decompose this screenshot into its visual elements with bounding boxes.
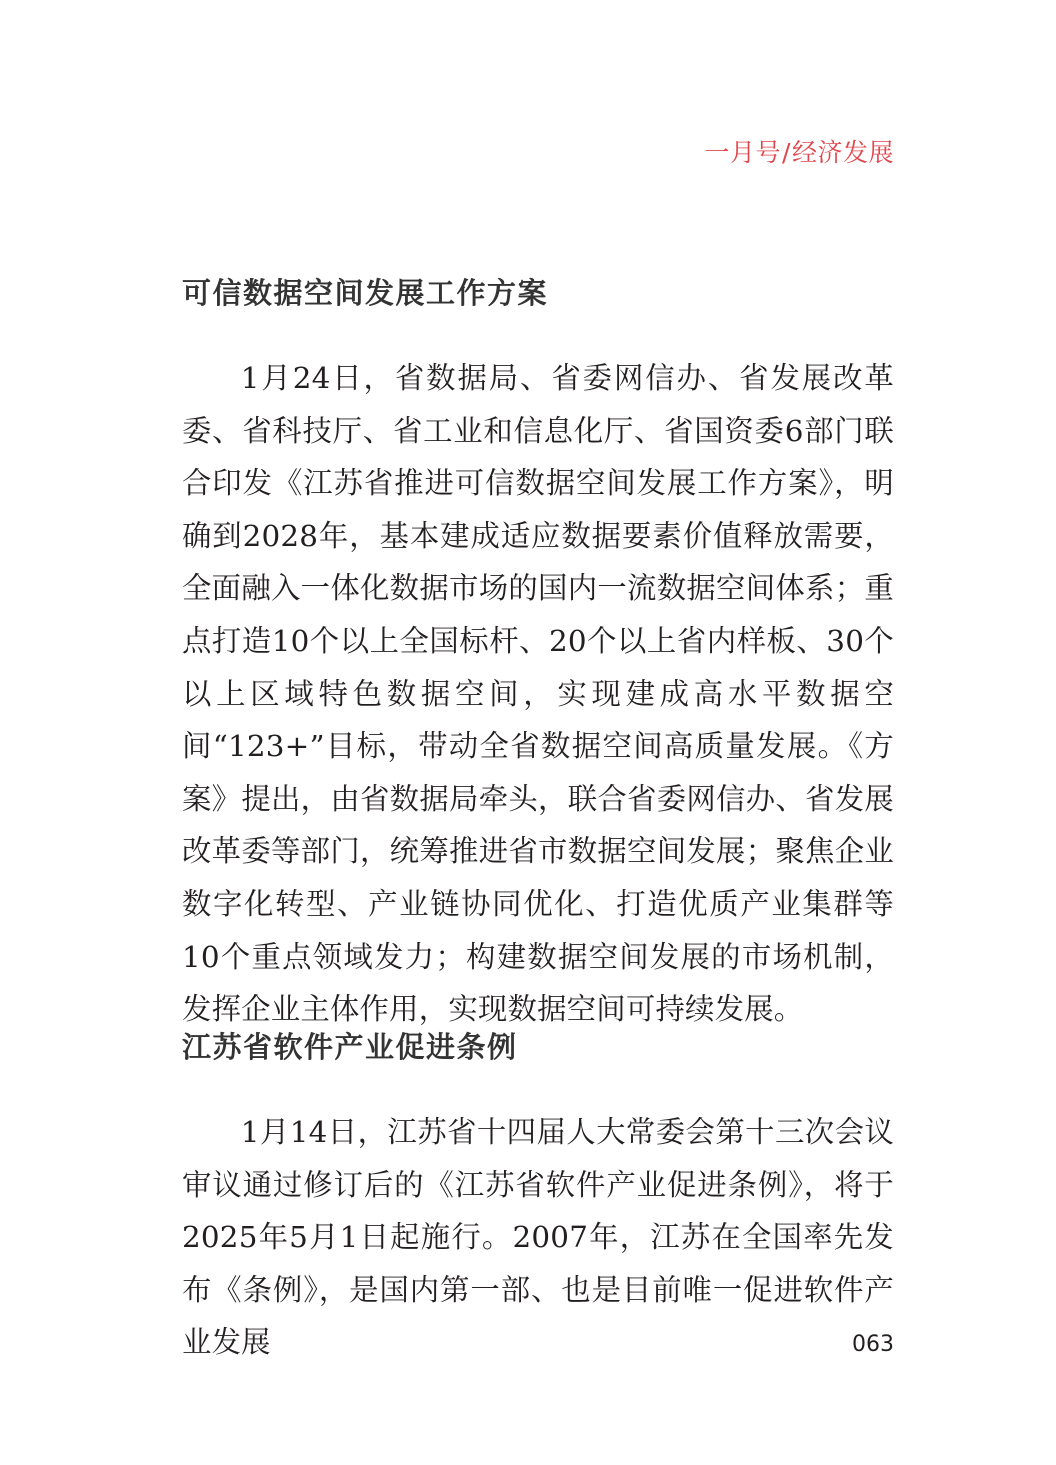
section-title: 可信数据空间发展工作方案 (182, 276, 549, 310)
section-body: 1月14日，江苏省十四届人大常委会第十三次会议审议通过修订后的《江苏省软件产业促进条例》，将于2025年5月1日起施行。2007年，江苏在全国率先发布《条例》，是国内第一部、也是目前唯一促进软件产业发展 (182, 1115, 894, 1360)
page-number: 063 (852, 1332, 894, 1357)
section-trusted-data-space (182, 271, 894, 1036)
section-body: 1月24日，省数据局、省委网信办、省发展改革委、省科技厅、省工业和信息化厅、省国资委6部门联合印发《江苏省推进可信数据空间发展工作方案》，明确到2028年，基本建成适应数据要素价值释放需要，全面融入一体化数据市场的国内一流数据空间体系；重点打造10个以上全国标杆、20个以上省内样板、30个以上区域特色数据空间，实现建成高水平数据空间“123+”目标，带动全省数据空间高质量发展。《方案》提出，由省数据局牵头，联合省委网信办、省发展改革委等部门，统筹推进省市数据空间发展；聚焦企业数字化转型、产业链协同优化、打造优质产业集群等10个重点领域发力；构建数据空间发展的市场机制，发挥企业主体作用，实现数据空间可持续发展。 (182, 361, 894, 1027)
column-label: 经济发展 (791, 138, 894, 167)
section-title: 江苏省软件产业促进条例 (182, 1030, 518, 1064)
running-header (705, 133, 894, 169)
issue-label: 一月号 (704, 138, 782, 167)
section-software-regulation (182, 1025, 894, 1369)
header-separator: / (782, 138, 791, 167)
